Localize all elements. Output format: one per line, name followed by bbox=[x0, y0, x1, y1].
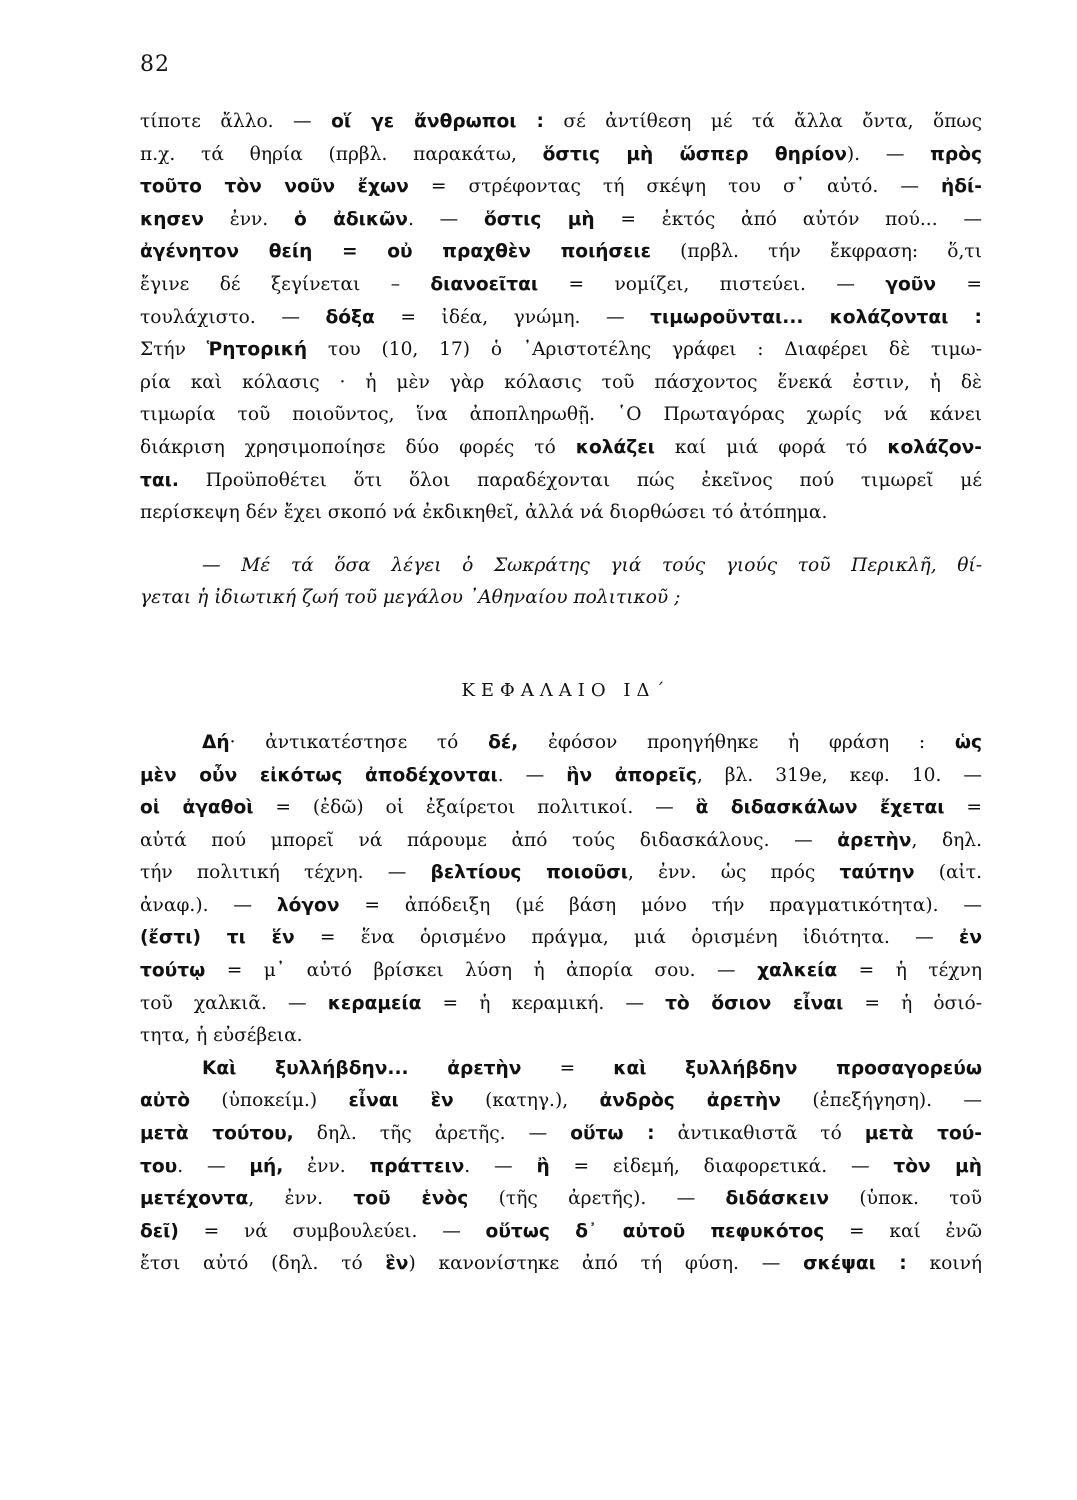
commentary-section-2 bbox=[140, 727, 982, 1281]
text-line: μὲν οὖν εἰκότως ἀποδέχονται. — ἣν ἀπορεῖς, βλ. 319e, κεφ. 10. — bbox=[140, 764, 982, 786]
text-line: τοῦ χαλκιᾶ. — κεραμεία = ἡ κεραμική. — τὸ ὅσιον εἶναι = ἡ ὁσιό- bbox=[140, 992, 982, 1014]
text-line: τουλάχιστο. — δόξα = ἰδέα, γνώμη. — τιμωροῦνται... κολάζονται : bbox=[140, 306, 982, 328]
text-line: κησεν ἐνν. ὁ ἀδικῶν. — ὅστις μὴ = ἐκτός ἀπό αὐτόν πού... — bbox=[140, 208, 982, 230]
text-line: διάκριση χρησιμοποίησε δύο φορές τό κολάζει καί μιά φορά τό κολάζον- bbox=[140, 436, 982, 458]
review-question bbox=[140, 550, 982, 615]
text-line: ἀναφ.). — λόγον = ἀπόδειξη (μέ βάση μόνο τήν πραγματικότητα). — bbox=[140, 894, 982, 916]
text-line: μετὰ τούτου, δηλ. τῆς ἀρετῆς. — οὕτω : ἀντικαθιστᾶ τό μετὰ τού- bbox=[140, 1123, 982, 1145]
text-line: τήν πολιτική τέχνη. — βελτίους ποιοῦσι, ἐνν. ὡς πρός ταύτην (αἰτ. bbox=[140, 862, 983, 884]
text-line: ἔγινε δέ ξεγίνεται – διανοεῖται = νομίζει, πιστεύει. — γοῦν = bbox=[140, 273, 982, 295]
text-line: οἱ ἀγαθοὶ = (ἐδῶ) οἱ ἐξαίρετοι πολιτικοί. — ἃ διδασκάλων ἔχεται = bbox=[140, 797, 982, 819]
text-line: τίποτε ἄλλο. — οἵ γε ἄνθρωποι : σέ ἀντίθεση μέ τά ἄλλα ὄντα, ὅπως bbox=[140, 111, 982, 132]
text-line: τητα, ἡ εὐσέβεια. bbox=[140, 1025, 303, 1047]
question-line: γεται ἡ ἰδιωτική ζωή τοῦ μεγάλου ᾿Αθηναίου πολιτικοῦ ; bbox=[140, 587, 681, 609]
text-line: Δή· ἀντικατέστησε τό δέ, ἐφόσον προηγήθηκε ἡ φράση : ὡς bbox=[202, 731, 982, 753]
chapter-heading: ΚΕΦΑΛΑΙΟ ΙΔ΄ bbox=[461, 679, 671, 701]
text-line: αὐτά πού μπορεῖ νά πάρουμε ἀπό τούς διδασκάλους. — ἀρετὴν, δηλ. bbox=[140, 829, 982, 851]
text-line: τιμωρία τοῦ ποιοῦντος, ἵνα ἀποπληρωθῇ. ῾Ο Πρωταγόρας χωρίς νά κάνει bbox=[140, 404, 982, 426]
text-line: τοῦτο τὸν νοῦν ἔχων = στρέφοντας τή σκέψη του σ᾽ αὐτό. — ἠδί- bbox=[140, 176, 982, 198]
page-number: 82 bbox=[140, 52, 170, 77]
text-line: ται. Προϋποθέτει ὅτι ὅλοι παραδέχονται πώς ἐκεῖνος πού τιμωρεῖ μέ bbox=[140, 469, 982, 491]
text-line: ἀγένητον θείη = οὐ πραχθὲν ποιήσειε (πρβλ. τήν ἔκφραση: ὅ,τι bbox=[140, 241, 982, 263]
text-line: τούτῳ = μ᾽ αὐτό βρίσκει λύση ἡ ἀπορία σου. — χαλκεία = ἡ τέχνη bbox=[140, 960, 982, 982]
text-line: περίσκεψη δέν ἔχει σκοπό νά ἐκδικηθεῖ, ἀλλά νά διορθώσει τό ἀτόπημα. bbox=[140, 502, 828, 524]
text-line: ἔτσι αὐτό (δηλ. τό ἓν) κανονίστηκε ἀπό τή φύση. — σκέψαι : κοινή bbox=[140, 1253, 983, 1275]
text-line: (ἔστι) τι ἕν = ἕνα ὁρισμένο πράγμα, μιά ὁρισμένη ἰδιότητα. — ἐν bbox=[140, 927, 982, 949]
text-line: Καὶ ξυλλήβδην... ἀρετὴν = καὶ ξυλλήβδην προσαγορεύω bbox=[202, 1057, 982, 1079]
page-body bbox=[140, 106, 982, 1281]
text-line: ρία καὶ κόλασις · ἡ μὲν γὰρ κόλασις τοῦ πάσχοντος ἕνεκά ἐστιν, ἡ δὲ bbox=[140, 371, 982, 393]
text-line: του. — μή, ἐνν. πράττειν. — ἢ = εἰδεμή, διαφορετικά. — τὸν μὴ bbox=[140, 1155, 982, 1177]
text-line: αὐτὸ (ὑποκείμ.) εἶναι ἓν (κατηγ.), ἀνδρὸς ἀρετὴν (ἐπεξήγηση). — bbox=[140, 1090, 982, 1112]
question-line: — Μέ τά ὅσα λέγει ὁ Σωκράτης γιά τούς γιούς τοῦ Περικλῆ, θί- bbox=[202, 554, 982, 576]
text-line: μετέχοντα, ἐνν. τοῦ ἑνὸς (τῆς ἀρετῆς). — διδάσκειν (ὑποκ. τοῦ bbox=[140, 1188, 983, 1210]
text-line: π.χ. τά θηρία (πρβλ. παρακάτω, ὅστις μὴ ὥσπερ θηρίον). — πρὸς bbox=[140, 143, 982, 165]
text-line: δεῖ) = νά συμβουλεύει. — οὕτως δ᾽ αὐτοῦ πεφυκότος = καί ἐνῶ bbox=[140, 1220, 983, 1242]
commentary-section-1 bbox=[140, 106, 982, 530]
text-line: Στήν Ῥητορική του (10, 17) ὁ ᾿Αριστοτέλης γράφει : Διαφέρει δὲ τιμω- bbox=[140, 339, 982, 361]
